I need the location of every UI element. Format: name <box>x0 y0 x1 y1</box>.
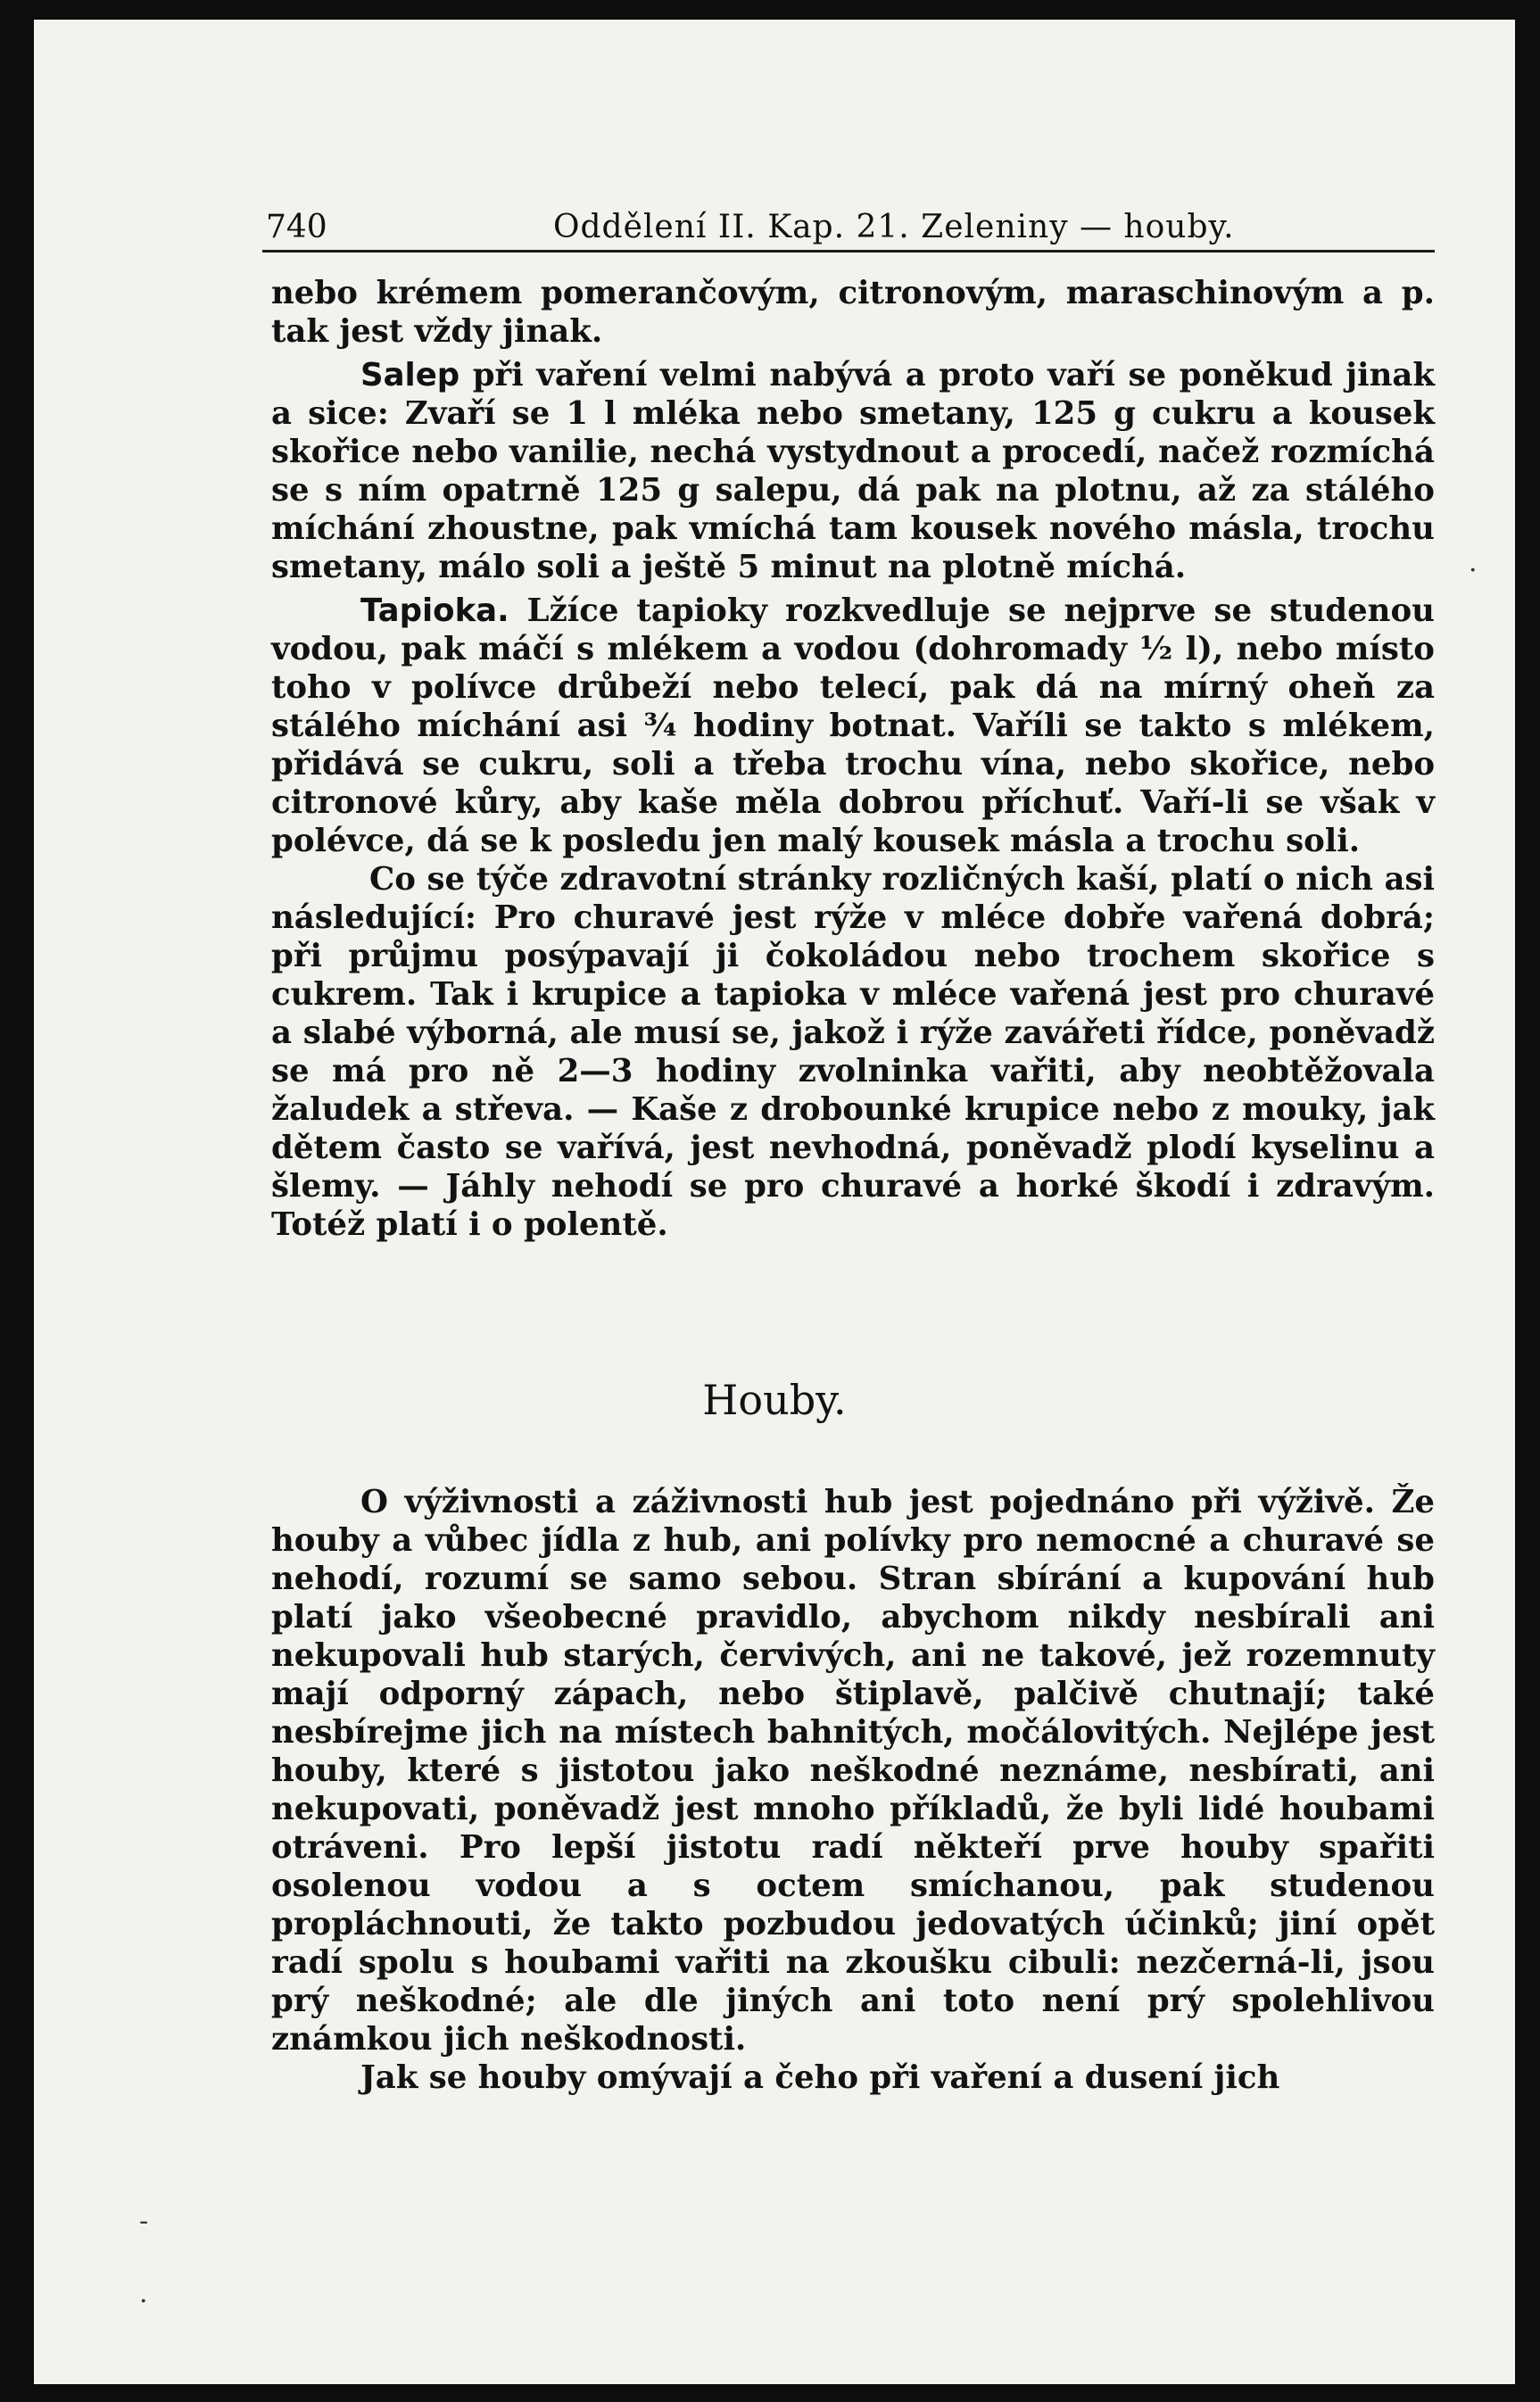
book-page <box>34 20 1515 2384</box>
page-speck: - <box>139 2206 149 2237</box>
page-speck: · <box>1469 555 1478 586</box>
salep-text: při vaření velmi nabývá a proto vaří se poněkud jinak a sice: Zvaří se 1 l mléka nebo smetany, 125 g cukru a kousek skořice nebo vanilie, nechá vystydnout a procedí, načež rozmíchá se s ním opatrně 125 g salepu, dá pak na plotnu, až za stálého míchání zhoustne, pak vmíchá tam kousek nového másla, trochu smetany, málo soli a ještě 5 minut na plotně míchá. <box>271 357 1435 585</box>
salep-label: Salep <box>360 357 460 393</box>
body-text-upper <box>271 274 1435 1244</box>
page-speck: · <box>139 2286 148 2317</box>
paragraph-continuation: nebo krémem pomerančovým, citronovým, maraschinovým a p. tak jest vždy jinak. <box>271 275 1435 350</box>
body-text-lower <box>271 1483 1435 2097</box>
page-number: 740 <box>266 209 327 245</box>
page-header <box>262 205 1435 253</box>
paragraph-houby: O výživnosti a záživnosti hub jest pojednáno při výživě. Že houby a vůbec jídla z hub, ani polívky pro nemocné a churavé se nehodí, rozumí se samo sebou. Stran sbírání a kupování hub platí jako všeobecné pravidlo, abychom nikdy nesbírali ani nekupovali hub starých, červivých, ani ne takové, jež rozemnuty mají odporný zápach, nebo štiplavě, palčivě chutnají; také nesbírejme jich na místech bahnitých, močálovitých. Nejlépe jest houby, které s jistotou jako neškodné neznáme, nesbírati, ani nekupovati, poněvadž jest mnoho příkladů, že byli lidé houbami otráveni. Pro lepší jistotu radí někteří prve houby spařiti osolenou vodou a s octem smíchanou, pak studenou propláchnouti, že takto pozbudou jedovatých účinků; jiní opět radí spolu s houbami vařiti na zkoušku cibuli: nezčerná-li, jsou prý neškodné; ale dle jiných ani toto není prý spolehlivou známkou jich neškodnosti. <box>271 1484 1435 2058</box>
section-title-houby: Houby. <box>702 1376 847 1424</box>
running-head: Oddělení II. Kap. 21. Zeleniny — houby. <box>553 209 1235 245</box>
paragraph-health: Co se týče zdravotní stránky rozličných kaší, platí o nich asi následující: Pro churavé jest rýže v mléce dobře vařená dobrá; při průjmu posýpavají ji čokoládou nebo trochem skořice s cukrem. Tak i krupice a tapioka v mléce vařená jest pro churavé a slabé výborná, ale musí se, jakož i rýže zavářeti řídce, poněvadž se má pro ně 2—3 hodiny zvolninka vařiti, aby neobtěžovala žaludek a střeva. — Kaše z drobounké krupice nebo z mouky, jak dětem často se vařívá, jest nevhodná, poněvadž plodí kyselinu a šlemy. — Jáhly nehodí se pro churavé a horké škodí i zdravým. Totéž platí i o polentě. <box>271 861 1435 1243</box>
tapioka-text: Lžíce tapioky rozkvedluje se nejprve se studenou vodou, pak máčí s mlékem a vodou (dohromady ½ l), nebo místo toho v polívce drůbeží nebo telecí, pak dá na mírný oheň za stálého míchání asi ¾ hodiny botnat. Vaříli se takto s mlékem, přidává se cukru, soli a třeba trochu vína, nebo skořice, nebo citronové kůry, aby kaše měla dobrou příchuť. Vaří-li se však v polévce, dá se k posledu jen malý kousek másla a trochu soli. <box>271 592 1435 859</box>
paragraph-salep <box>271 356 1435 586</box>
tapioka-label: Tapioka. <box>360 592 509 629</box>
paragraph-last: Jak se houby omývají a čeho při vaření a dusení jich <box>360 2059 1280 2096</box>
paragraph-tapioka <box>271 592 1435 860</box>
